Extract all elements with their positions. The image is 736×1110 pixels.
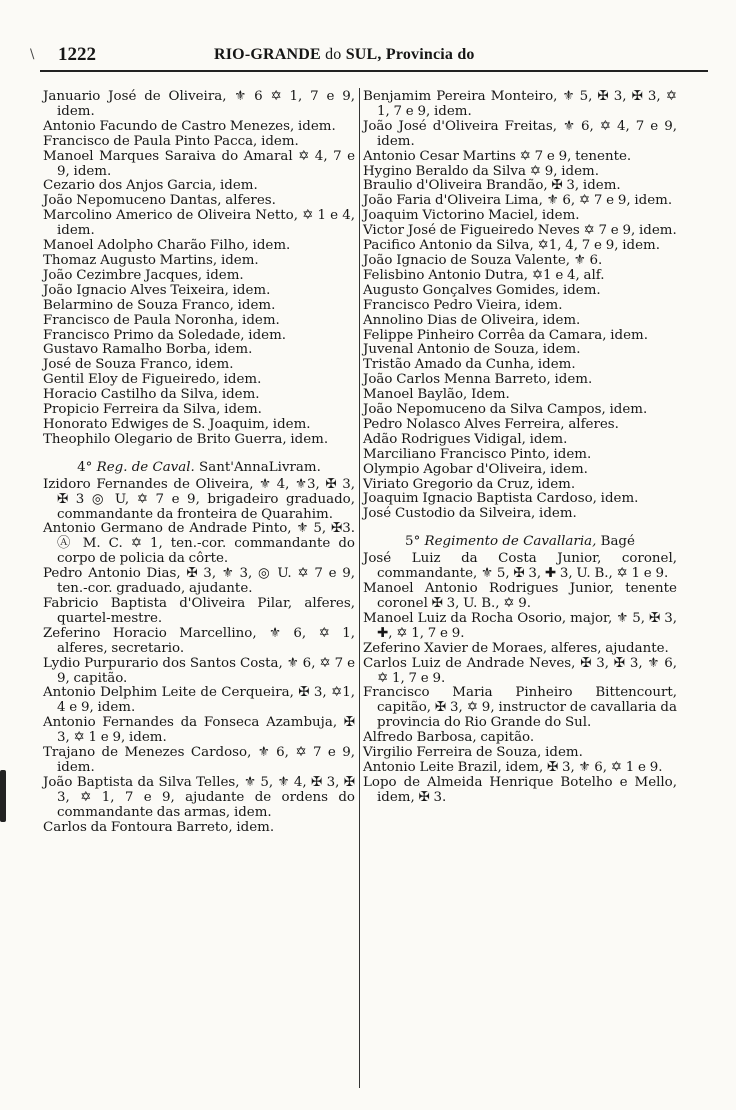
section-heading: [363, 534, 677, 549]
list-item: Antonio Facundo de Castro Menezes, idem.: [43, 118, 336, 134]
list-item: João Ignacio de Souza Valente, ⚜ 6.: [363, 252, 603, 268]
list-item: José Custodio da Silveira, idem.: [363, 506, 577, 522]
list-item: Virgilio Ferreira de Souza, idem.: [363, 745, 583, 761]
list-item: Annolino Dias de Oliveira, idem.: [363, 312, 581, 328]
list-item: Francisco de Paula Noronha, idem.: [43, 312, 280, 328]
list-item: Cezario dos Anjos Garcia, idem.: [43, 178, 258, 194]
list-item: João Carlos Menna Barreto, idem.: [363, 372, 593, 388]
list-item: Pacifico Antonio da Silva, ✡1, 4, 7 e 9, idem.: [363, 238, 661, 254]
list-item: Zeferino Horacio Marcellino, ⚜ 6, ✡ 1, alferes, secretario.: [43, 625, 355, 656]
list-item: Januario José de Oliveira, ⚜ 6 ✡ 1, 7 e 9, idem.: [43, 89, 355, 119]
list-item: Felippe Pinheiro Corrêa da Camara, idem.: [363, 327, 648, 343]
list-item: Manoel Adolpho Charão Filho, idem.: [43, 238, 291, 254]
list-item: Hygino Beraldo da Silva ✡ 9, idem.: [363, 163, 599, 179]
list-item: Antonio Cesar Martins ✡ 7 e 9, tenente.: [363, 148, 632, 164]
running-title: [214, 46, 475, 64]
list-item: Honorato Edwiges de S. Joaquim, idem.: [43, 416, 311, 432]
list-item: José de Souza Franco, idem.: [43, 357, 234, 373]
list-item: Manoel Luiz da Rocha Osorio, major, ⚜ 5, ✠ 3, ✚, ✡ 1, 7 e 9.: [363, 610, 677, 641]
list-item: Belarmino de Souza Franco, idem.: [43, 297, 276, 313]
list-item: Francisco Pedro Vieira, idem.: [363, 297, 563, 313]
section-number: 5°: [405, 534, 421, 550]
list-item: João Baptista da Silva Telles, ⚜ 5, ⚜ 4, ✠ 3, ✠ 3, ✡ 1, 7 e 9, ajudante de ordens do commandante das armas, idem.: [43, 774, 355, 820]
title-province: RIO-GRANDE: [214, 46, 321, 63]
list-item: Marcolino Americo de Oliveira Netto, ✡ 1 e 4, idem.: [43, 208, 355, 239]
left-column: [43, 90, 355, 836]
right-column: [363, 90, 677, 806]
page-header: [0, 44, 736, 70]
list-item: Viriato Gregorio da Cruz, idem.: [363, 476, 576, 492]
list-item: Braulio d'Oliveira Brandão, ✠ 3, idem.: [363, 178, 621, 194]
section-place: Sant'AnnaLivram.: [199, 459, 321, 475]
list-item: Manoel Marques Saraiva do Amaral ✡ 4, 7 e 9, idem.: [43, 148, 355, 179]
list-item: Joaquim Ignacio Baptista Cardoso, idem.: [363, 491, 639, 507]
list-item: Olympio Agobar d'Oliveira, idem.: [363, 461, 588, 477]
list-item: Carlos da Fontoura Barreto, idem.: [43, 819, 275, 835]
title-sul: SUL,: [345, 46, 382, 63]
list-item: Augusto Gonçalves Gomides, idem.: [363, 282, 601, 298]
list-item: Pedro Antonio Dias, ✠ 3, ⚜ 3, ◎ U. ✡ 7 e 9, ten.-cor. graduado, ajudante.: [43, 566, 355, 597]
list-item: Manoel Antonio Rodrigues Junior, tenente coronel ✠ 3, U. B., ✡ 9.: [363, 581, 677, 611]
list-item: Antonio Germano de Andrade Pinto, ⚜ 5, ✠3. Ⓐ M. C. ✡ 1, ten.-cor. commandante do corpo de policia da côrte.: [43, 521, 355, 567]
list-item: Marciliano Francisco Pinto, idem.: [363, 446, 592, 462]
list-item: Manoel Baylão, Idem.: [363, 387, 510, 403]
list-item: José Luiz da Costa Junior, coronel, commandante, ⚜ 5, ✠ 3, ✚ 3, U. B., ✡ 1 e 9.: [363, 551, 677, 582]
list-item: João Nepomuceno Dantas, alferes.: [43, 193, 276, 209]
list-item: Joaquim Victorino Maciel, idem.: [363, 208, 580, 224]
list-item: Izidoro Fernandes de Oliveira, ⚜ 4, ⚜3, ✠ 3, ✠ 3 ◎ U, ✡ 7 e 9, brigadeiro graduado, commandante da fronteira de Quarahim.: [43, 476, 355, 522]
list-item: Francisco Maria Pinheiro Bittencourt, capitão, ✠ 3, ✡ 9, instructor de cavallaria da provincia do Rio Grande do Sul.: [363, 685, 677, 731]
list-item: Antonio Delphim Leite de Cerqueira, ✠ 3, ✡1, 4 e 9, idem.: [43, 685, 355, 716]
list-item: João Cezimbre Jacques, idem.: [43, 267, 244, 283]
list-item: Propicio Ferreira da Silva, idem.: [43, 402, 262, 418]
margin-mark: \: [30, 47, 35, 62]
section-number: 4°: [77, 459, 93, 475]
list-item: Lydio Purpurario dos Santos Costa, ⚜ 6, ✡ 7 e 9, capitão.: [43, 655, 355, 686]
list-item: Horacio Castilho da Silva, idem.: [43, 387, 260, 403]
list-item: Thomaz Augusto Martins, idem.: [43, 252, 259, 268]
list-item: João Ignacio Alves Teixeira, idem.: [43, 282, 271, 298]
list-item: Trajano de Menezes Cardoso, ⚜ 6, ✡ 7 e 9, idem.: [43, 745, 355, 775]
list-item: Pedro Nolasco Alves Ferreira, alferes.: [363, 416, 619, 432]
list-item: Juvenal Antonio de Souza, idem.: [363, 342, 581, 358]
list-item: Francisco de Paula Pinto Pacca, idem.: [43, 133, 299, 149]
list-item: Gustavo Ramalho Borba, idem.: [43, 342, 253, 358]
list-item: João Nepomuceno da Silva Campos, idem.: [363, 402, 648, 418]
list-item: Gentil Eloy de Figueiredo, idem.: [43, 372, 262, 388]
list-item: Theophilo Olegario de Brito Guerra, idem.: [43, 431, 329, 447]
section-place: Bagé: [600, 534, 635, 550]
list-item: Victor José de Figueiredo Neves ✡ 7 e 9, idem.: [363, 223, 677, 239]
list-item: Antonio Leite Brazil, idem, ✠ 3, ⚜ 6, ✡ 1 e 9.: [363, 759, 663, 775]
title-connector: do: [325, 46, 342, 63]
list-item: João Faria d'Oliveira Lima, ⚜ 6, ✡ 7 e 9, idem.: [363, 193, 673, 209]
header-rule: [40, 70, 708, 72]
section-title: Reg. de Caval.: [96, 459, 195, 475]
section-heading: [43, 460, 355, 475]
column-divider: [359, 88, 360, 1088]
list-item: Zeferino Xavier de Moraes, alferes, ajudante.: [363, 640, 669, 656]
list-item: João José d'Oliveira Freitas, ⚜ 6, ✡ 4, 7 e 9, idem.: [363, 118, 677, 149]
list-item: Benjamim Pereira Monteiro, ⚜ 5, ✠ 3, ✠ 3, ✡ 1, 7 e 9, idem.: [363, 89, 677, 119]
list-item: Fabricio Baptista d'Oliveira Pilar, alferes, quartel-mestre.: [43, 596, 355, 626]
list-item: Adão Rodrigues Vidigal, idem.: [363, 431, 568, 447]
list-item: Lopo de Almeida Henrique Botelho e Mello, idem, ✠ 3.: [363, 774, 677, 805]
list-item: Carlos Luiz de Andrade Neves, ✠ 3, ✠ 3, ⚜ 6, ✡ 1, 7 e 9.: [363, 655, 677, 686]
list-item: Antonio Fernandes da Fonseca Azambuja, ✠ 3, ✡ 1 e 9, idem.: [43, 715, 355, 746]
list-item: Tristão Amado da Cunha, idem.: [363, 357, 576, 373]
section-title: Regimento de Cavallaria,: [424, 534, 597, 550]
list-item: Alfredo Barbosa, capitão.: [363, 730, 535, 746]
margin-ink-mark: [0, 770, 6, 822]
page-number: 1222: [58, 44, 96, 65]
title-rest: Provincia do: [385, 46, 475, 63]
list-item: Francisco Primo da Soledade, idem.: [43, 327, 287, 343]
list-item: Felisbino Antonio Dutra, ✡1 e 4, alf.: [363, 267, 605, 283]
